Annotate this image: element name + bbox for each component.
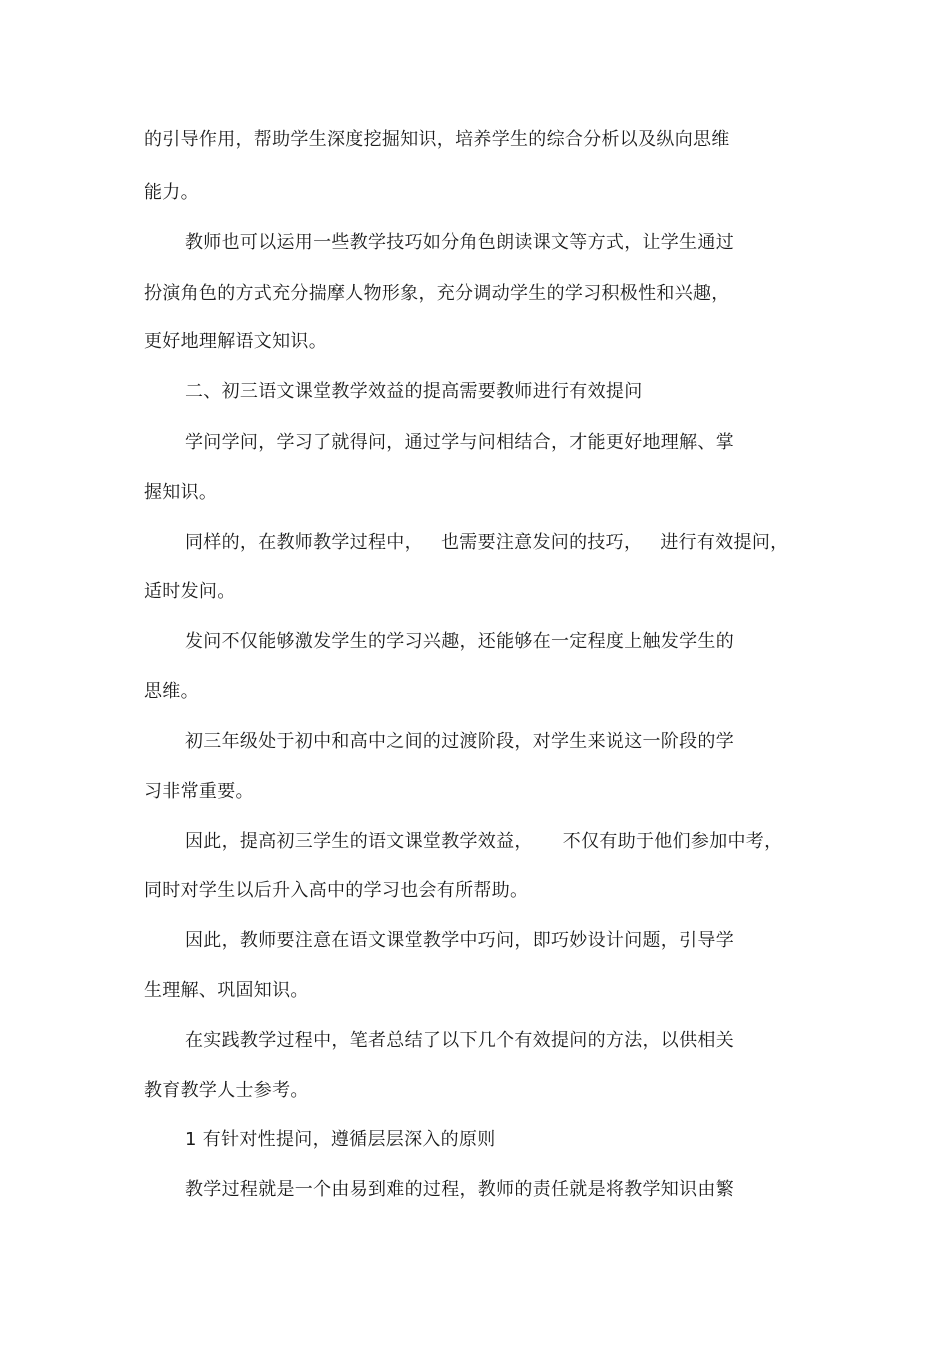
- text-line: 同样的，在教师教学过程中， 也需要注意发问的技巧， 进行有效提问，: [185, 532, 789, 553]
- text-line: 更好地理解语文知识。: [144, 331, 327, 352]
- text-line: 习非常重要。: [144, 781, 254, 802]
- text-line: 教育教学人士参考。: [144, 1080, 309, 1101]
- text-line: 发问不仅能够激发学生的学习兴趣，还能够在一定程度上触发学生的: [185, 631, 734, 652]
- text-line: 适时发问。: [144, 581, 236, 602]
- text-line: 同时对学生以后升入高中的学习也会有所帮助。: [144, 880, 529, 901]
- text-line: 在实践教学过程中，笔者总结了以下几个有效提问的方法，以供相关: [185, 1030, 734, 1051]
- text-line: 教师也可以运用一些教学技巧如分角色朗读课文等方式，让学生通过: [185, 232, 734, 253]
- subsection-heading: 1 有针对性提问，遵循层层深入的原则: [185, 1129, 496, 1150]
- text-line: 因此，提高初三学生的语文课堂教学效益， 不仅有助于他们参加中考，: [185, 831, 783, 852]
- section-heading: 二、初三语文课堂教学效益的提高需要教师进行有效提问: [185, 381, 643, 402]
- text-line: 学问学问，学习了就得问，通过学与问相结合，才能更好地理解、掌: [185, 432, 734, 453]
- text-line: 初三年级处于初中和高中之间的过渡阶段，对学生来说这一阶段的学: [185, 731, 734, 752]
- text-line: 教学过程就是一个由易到难的过程，教师的责任就是将教学知识由繁: [185, 1179, 734, 1200]
- text-line: 因此，教师要注意在语文课堂教学中巧问，即巧妙设计问题，引导学: [185, 930, 734, 951]
- text-line: 握知识。: [144, 482, 218, 503]
- text-line: 能力。: [144, 182, 199, 203]
- text-line: 扮演角色的方式充分揣摩人物形象，充分调动学生的学习积极性和兴趣，: [144, 283, 730, 304]
- text-line: 生理解、巩固知识。: [144, 980, 309, 1001]
- text-line: 思维。: [144, 681, 199, 702]
- text-line: 的引导作用，帮助学生深度挖掘知识，培养学生的综合分析以及纵向思维: [144, 129, 730, 150]
